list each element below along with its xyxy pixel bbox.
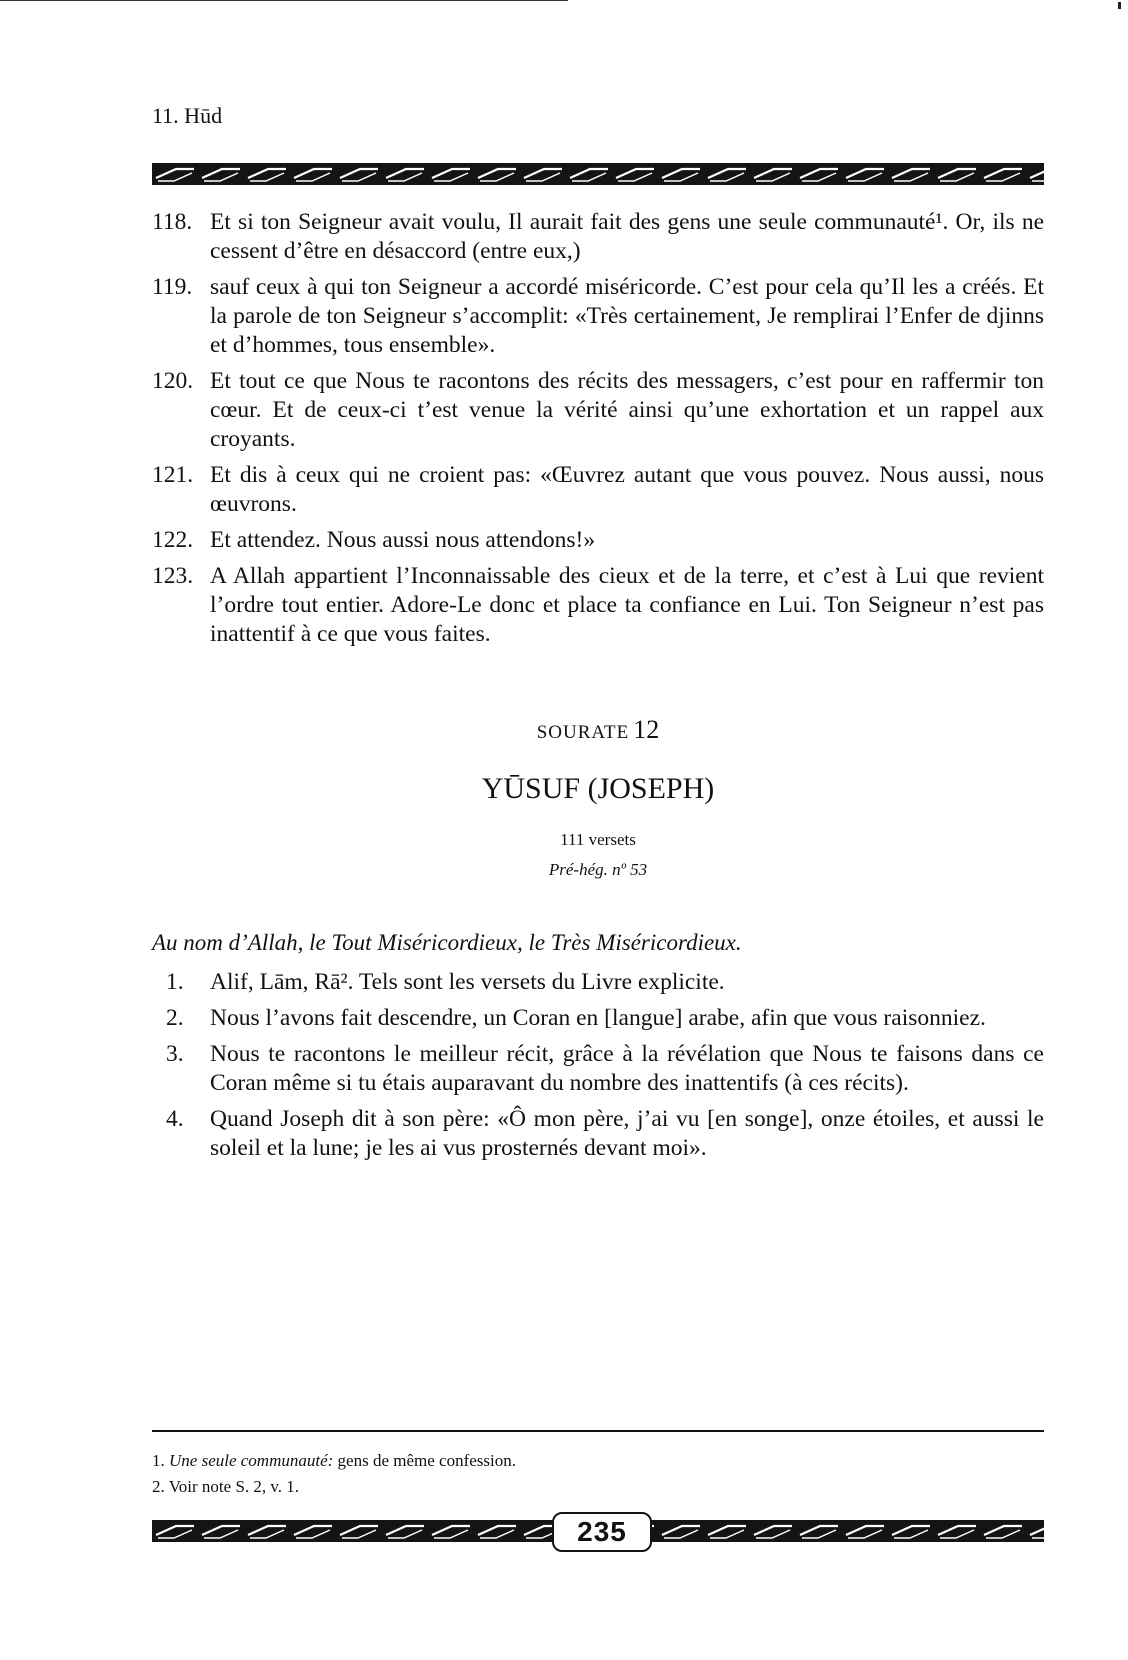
verse-1 xyxy=(152,968,1044,997)
verses-surah-12 xyxy=(152,968,1044,1170)
verse-text: Nous te racontons le meilleur récit, grâce à la révélation que Nous te faisons dans ce Coran même si tu étais auparavant du nombre des inattentifs (à ces récits). xyxy=(210,1041,1044,1096)
verse-number: 118. xyxy=(152,209,193,235)
footnote-number: 2. xyxy=(152,1477,165,1496)
page-number: 235 xyxy=(552,1512,652,1552)
verse-number: 120. xyxy=(152,368,194,394)
footnote-2 xyxy=(152,1474,516,1500)
verse-118 xyxy=(152,208,1044,266)
verse-number: 121. xyxy=(152,462,194,488)
verse-121 xyxy=(152,461,1044,519)
verse-123 xyxy=(152,562,1044,649)
verse-number: 2. xyxy=(166,1005,184,1031)
verse-text: Quand Joseph dit à son père: «Ô mon père, j’ai vu [en songe], onze étoiles, et aussi le soleil et la lune; je les ai vus prosternés devant moi». xyxy=(210,1106,1044,1161)
sourate-heading xyxy=(152,715,1044,745)
footnote-text: Voir note S. 2, v. 1. xyxy=(168,1477,300,1496)
verse-number: 4. xyxy=(166,1106,184,1132)
verse-text: Et dis à ceux qui ne croient pas: «Œuvrez autant que vous pouvez. Nous aussi, nous œuvrons. xyxy=(210,462,1044,517)
ornament-band-top xyxy=(152,163,1044,185)
verse-3 xyxy=(152,1040,1044,1098)
top-edge-rule xyxy=(0,0,568,1)
verse-text: Et attendez. Nous aussi nous attendons!» xyxy=(210,527,596,553)
footnote-rule xyxy=(152,1430,1044,1432)
verse-number: 3. xyxy=(166,1041,184,1067)
verse-number: 119. xyxy=(152,274,193,300)
surah-title: YŪSUF (JOSEPH) xyxy=(481,772,715,805)
sourate-number: 12 xyxy=(633,715,660,744)
verse-number: 123. xyxy=(152,563,194,589)
chain-pattern-top xyxy=(152,163,1044,185)
verse-122 xyxy=(152,526,1044,555)
running-head: 11. Hūd xyxy=(152,103,223,128)
verse-text: Alif, Lām, Rā². Tels sont les versets du Livre explicite. xyxy=(210,969,725,995)
verse-text: sauf ceux à qui ton Seigneur a accordé miséricorde. C’est pour cela qu’Il les a créés. Et la parole de ton Seigneur s’accomplit: «Très certainement, Je remplirai l’Enfer de djinns et d’hommes, tous ensemble». xyxy=(210,274,1044,358)
footnote-1 xyxy=(152,1448,516,1474)
footnote-text: gens de même confession. xyxy=(337,1451,516,1470)
verse-4 xyxy=(152,1105,1044,1163)
revelation-period: Pré-hég. nº 53 xyxy=(548,860,648,879)
corner-mark xyxy=(1118,2,1121,9)
verses-surah-11 xyxy=(152,208,1044,656)
verse-number: 1. xyxy=(166,969,184,995)
verse-119 xyxy=(152,273,1044,360)
footnote-number: 1. xyxy=(152,1451,165,1470)
footnote-term: Une seule communauté: xyxy=(169,1451,334,1470)
verse-text: Et si ton Seigneur avait voulu, Il aurait fait des gens une seule communauté¹. Or, ils ne cessent d’être en désaccord (entre eux,) xyxy=(210,209,1044,264)
basmala: Au nom d’Allah, le Tout Miséricordieux, le Très Miséricordieux. xyxy=(152,930,742,955)
verse-text: Et tout ce que Nous te racontons des récits des messagers, c’est pour en raffermir ton cœur. Et de ceux-ci t’est venue la vérité ainsi qu’une exhortation et un rappel aux croyants. xyxy=(210,368,1044,452)
verse-2 xyxy=(152,1004,1044,1033)
verse-count: 111 versets xyxy=(560,830,636,849)
sourate-label: SOURATE xyxy=(536,722,630,743)
verse-text: Nous l’avons fait descendre, un Coran en [langue] arabe, afin que vous raisonniez. xyxy=(210,1005,986,1031)
verse-120 xyxy=(152,367,1044,454)
verse-number: 122. xyxy=(152,527,194,553)
footnotes xyxy=(152,1448,516,1500)
verse-text: A Allah appartient l’Inconnaissable des cieux et de la terre, et c’est à Lui que revient l’ordre tout entier. Adore-Le donc et place ta confiance en Lui. Ton Seigneur n’est pas inattentif à ce que vous faites. xyxy=(210,563,1044,647)
